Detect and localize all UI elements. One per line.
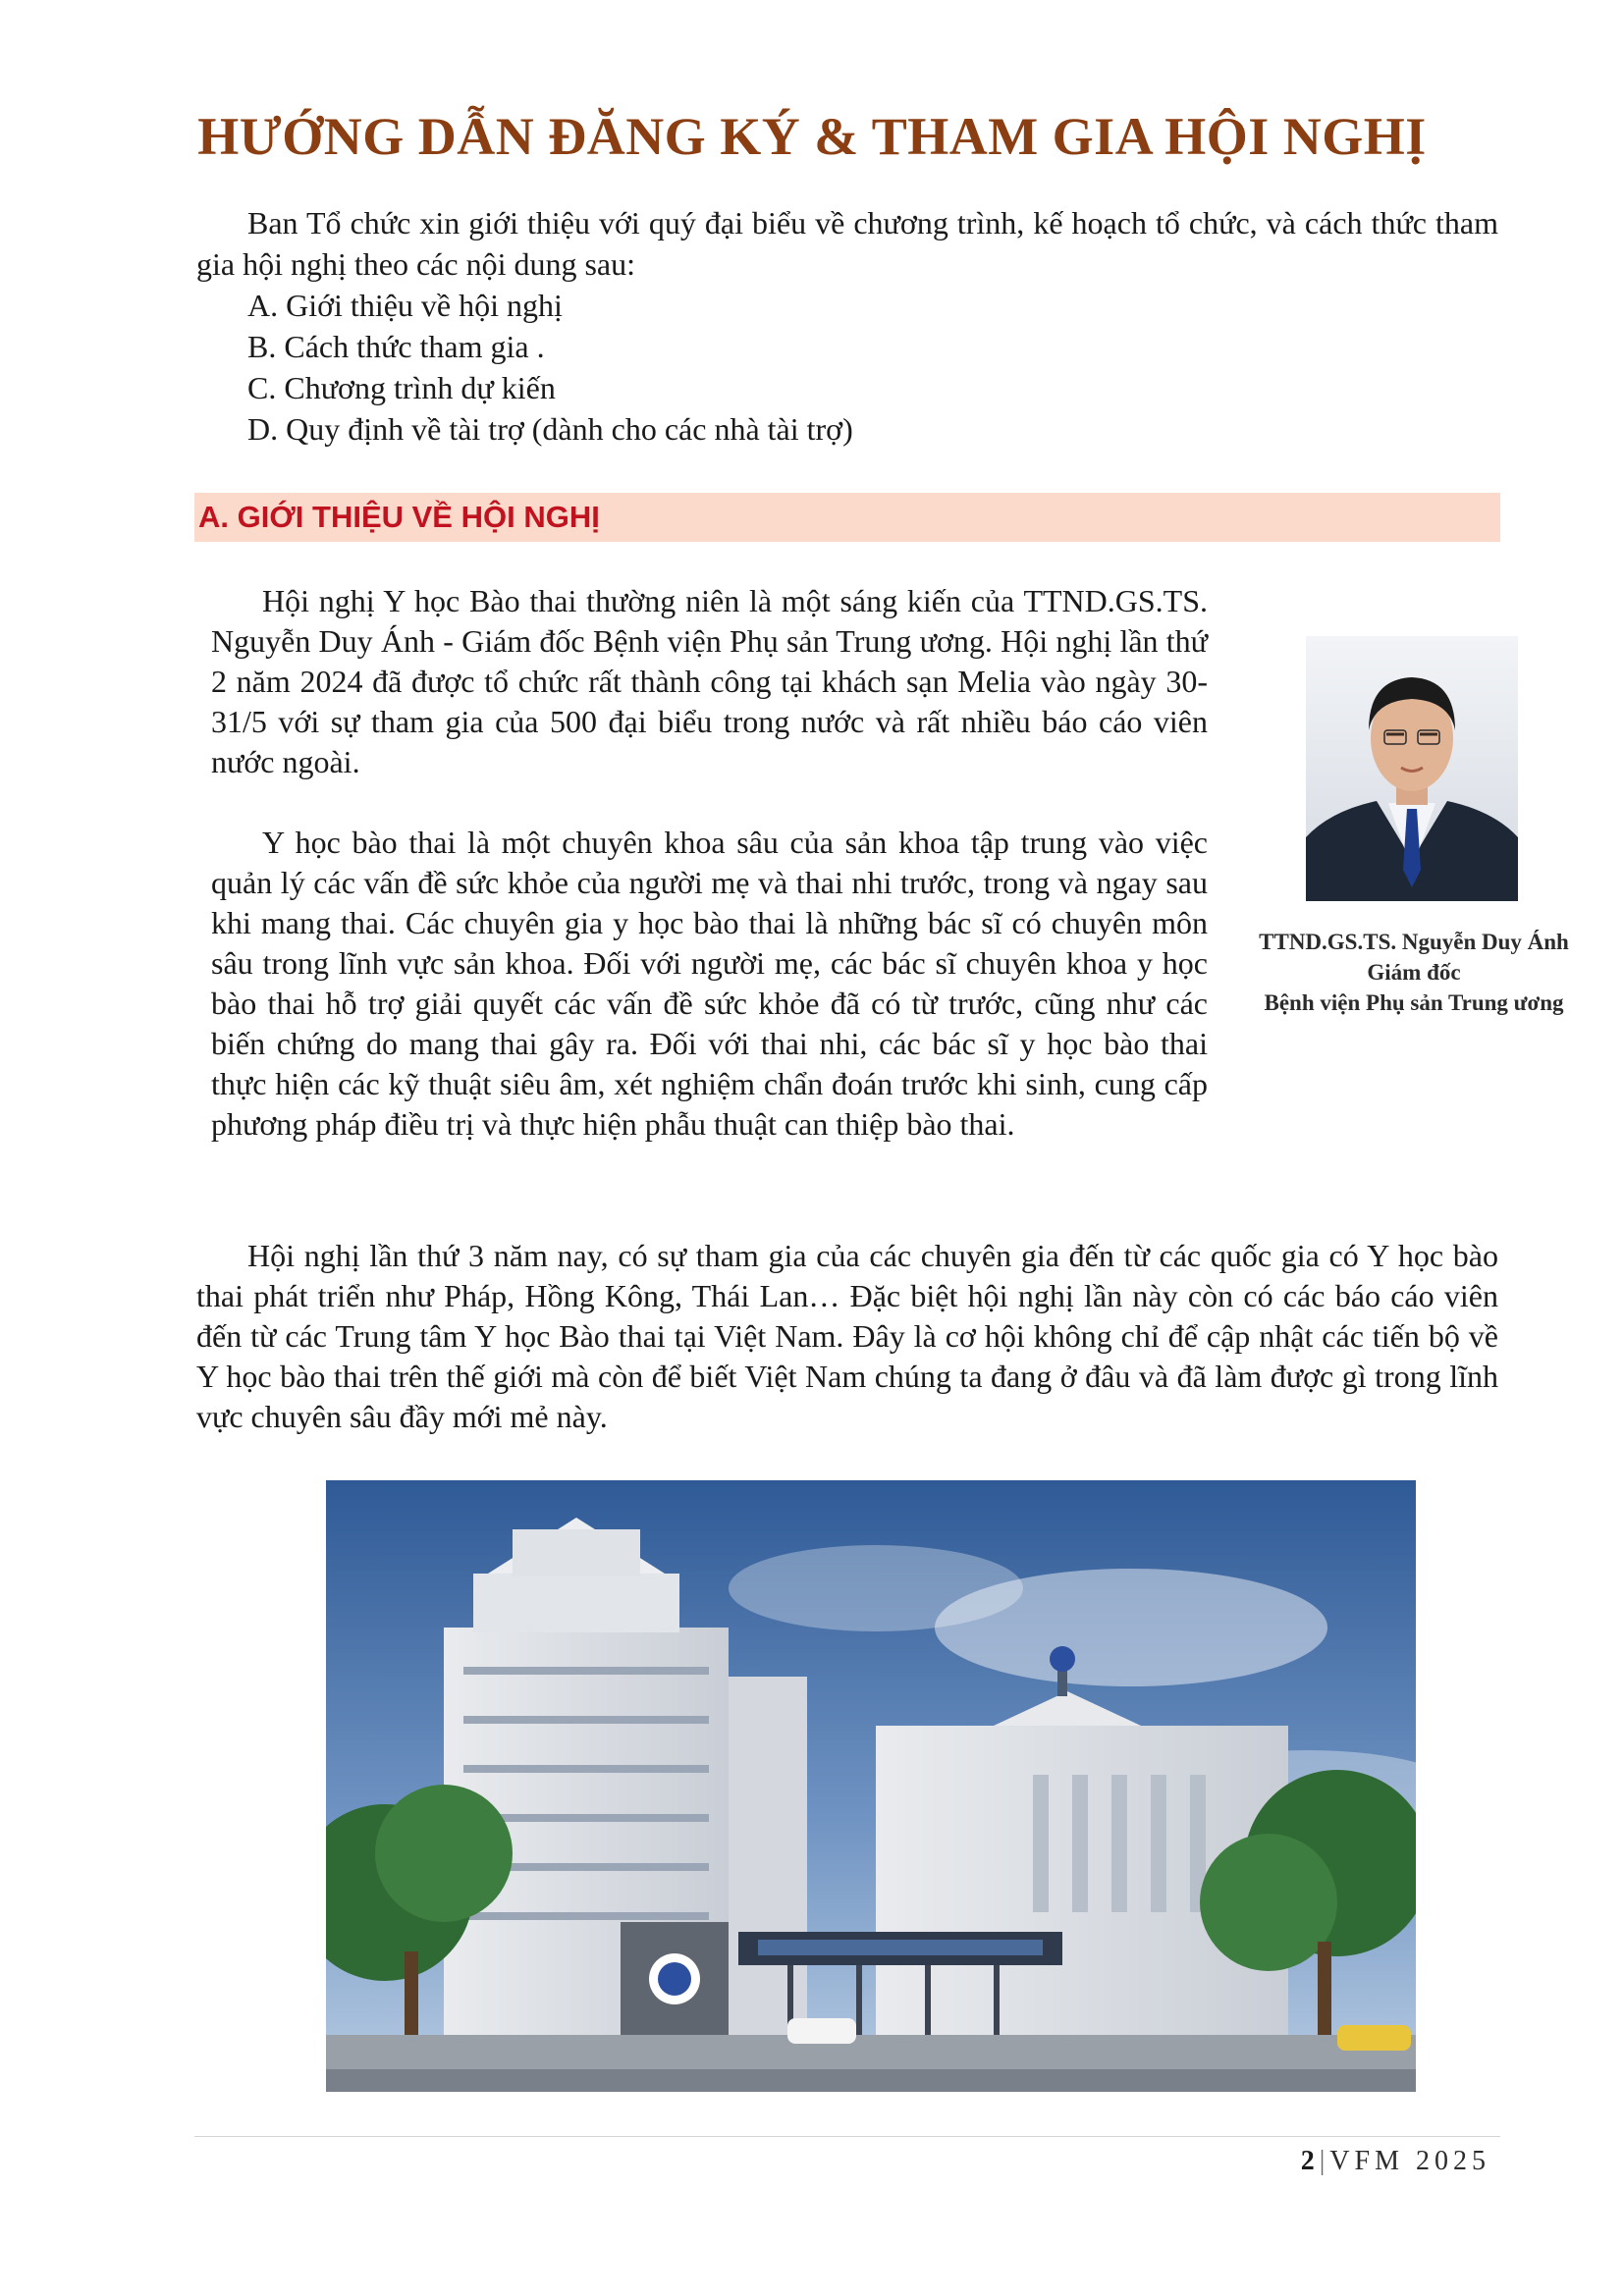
hospital-illustration: [326, 1480, 1416, 2092]
section-a-header: [194, 493, 1500, 542]
footer-divider: [194, 2136, 1500, 2137]
footer-separator: |: [1319, 2146, 1330, 2176]
paragraph-third-conference: Hội nghị lần thứ 3 năm nay, có sự tham gia của các chuyên gia đến từ các quốc gia có Y học bào thai phát triển như Pháp, Hồng Kông, Thái Lan… Đặc biệt hội nghị lần này còn có các báo cáo viên đến từ các Trung tâm Y học Bào thai tại Việt Nam. Đây là cơ hội không chỉ để cập nhật các tiến bộ về Y học bào thai trên thế giới mà còn để biết Việt Nam chúng ta đang ở đâu và đã làm được gì trong lĩnh vực chuyên sâu đầy mới mẻ này.: [196, 1238, 1498, 1434]
page-title: HƯỚNG DẪN ĐĂNG KÝ & THAM GIA HỘI NGHỊ: [197, 107, 1427, 166]
toc-item: B. Cách thức tham gia .: [247, 329, 545, 364]
hospital-building-image: [326, 1480, 1416, 2092]
portrait-image: [1306, 636, 1518, 901]
table-of-contents: [196, 285, 1498, 450]
caption-name: TTND.GS.TS. Nguyễn Duy Ánh: [1259, 930, 1569, 954]
section-a-closing: [196, 1236, 1498, 1437]
page-footer: [1301, 2146, 1490, 2177]
page-number: 2: [1300, 2146, 1320, 2176]
caption-position: Giám đốc: [1367, 960, 1461, 985]
intro-paragraph: Ban Tổ chức xin giới thiệu với quý đại biểu về chương trình, kế hoạch tổ chức, và cách thức tham gia hội nghị theo các nội dung sau:: [196, 205, 1498, 282]
footer-label: VFM 2025: [1329, 2146, 1490, 2176]
intro-block: [196, 202, 1498, 450]
caption-organization: Bệnh viện Phụ sản Trung ương: [1264, 990, 1564, 1015]
paragraph-fetal-medicine: Y học bào thai là một chuyên khoa sâu của sản khoa tập trung vào việc quản lý các vấn đề sức khỏe của người mẹ và thai nhi trước, trong và ngay sau khi mang thai. Các chuyên gia y học bào thai là những bác sĩ có chuyên môn sâu trong lĩnh vực sản khoa. Đối với người mẹ, các bác sĩ chuyên khoa y học bào thai hỗ trợ giải quyết các vấn đề sức khỏe đã có từ trước, cũng như các biến chứng do mang thai gây ra. Đối với thai nhi, các bác sĩ y học bào thai thực hiện các kỹ thuật siêu âm, xét nghiệm chẩn đoán trước khi sinh, cung cấp phương pháp điều trị và thực hiện phẫu thuật can thiệp bào thai.: [211, 825, 1208, 1142]
toc-item: C. Chương trình dự kiến: [247, 370, 556, 405]
paragraph-conference-intro: Hội nghị Y học Bào thai thường niên là một sáng kiến của TTND.GS.TS. Nguyễn Duy Ánh - Giám đốc Bệnh viện Phụ sản Trung ương. Hội nghị lần thứ 2 năm 2024 đã được tổ chức rất thành công tại khách sạn Melia vào ngày 30-31/5 với sự tham gia của 500 đại biểu trong nước và rất nhiều báo cáo viên nước ngoài.: [211, 583, 1208, 779]
section-a-body: [211, 581, 1208, 1185]
toc-item: D. Quy định về tài trợ (dành cho các nhà tài trợ): [247, 411, 853, 447]
portrait-caption: [1232, 927, 1596, 1018]
director-portrait: [1306, 636, 1518, 901]
toc-item: A. Giới thiệu về hội nghị: [247, 288, 563, 323]
section-a-title: A. GIỚI THIỆU VỀ HỘI NGHỊ: [198, 500, 600, 534]
